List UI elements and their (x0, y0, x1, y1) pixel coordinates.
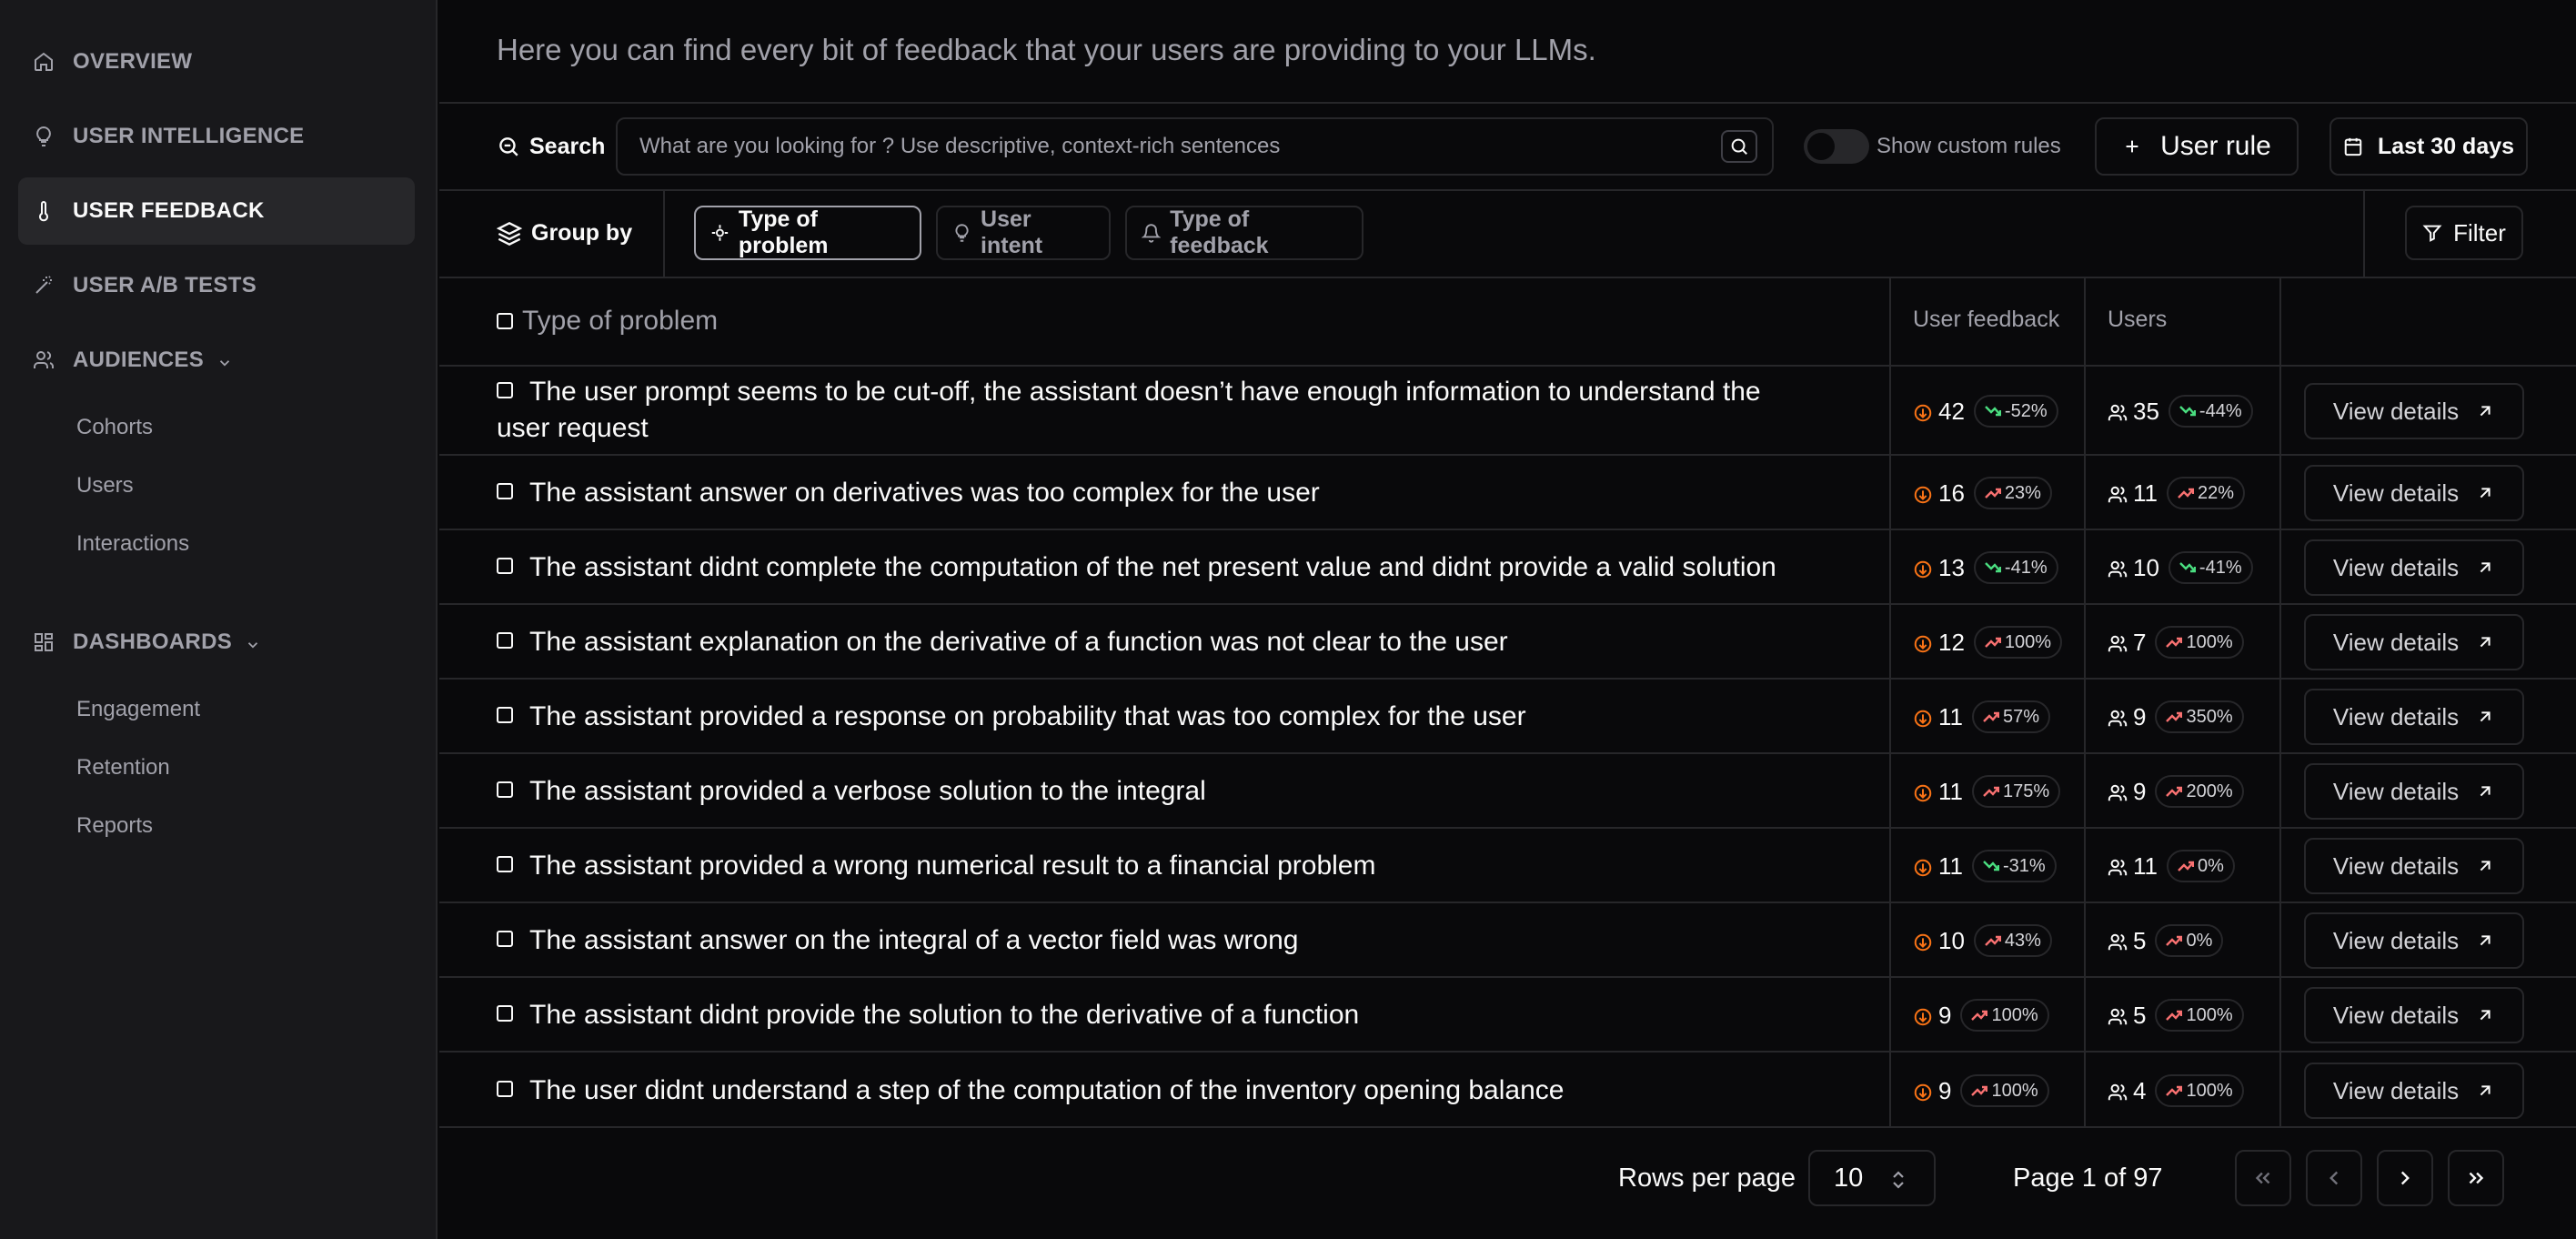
users-value: 35 (2133, 397, 2159, 425)
sidebar-item-user-intelligence[interactable] (18, 103, 415, 170)
chevron-down-icon (245, 634, 261, 650)
trending-up-icon (1985, 934, 2001, 947)
chevron-left-icon (2322, 1166, 2346, 1190)
view-details-button[interactable]: View details (2304, 912, 2524, 969)
users-count (2108, 700, 2244, 733)
problem-title (497, 549, 1806, 586)
feedback-value: 11 (1938, 777, 1963, 805)
search-zoom-icon (497, 135, 520, 158)
sidebar-item-overview[interactable] (18, 28, 415, 96)
users-trend-badge: 200% (2155, 775, 2243, 808)
feedback-value: 10 (1938, 926, 1965, 954)
sidebar-item-user-ab-tests[interactable] (18, 252, 415, 319)
feedback-value: 42 (1938, 397, 1965, 425)
arrow-down-circle-icon (1913, 707, 1933, 727)
table-row[interactable] (439, 529, 2576, 603)
page-info: Page 1 of 97 (2013, 1163, 2163, 1193)
users-icon (2108, 707, 2128, 727)
sidebar-subitem-users[interactable]: Users (76, 473, 134, 498)
thermometer-icon (33, 200, 55, 222)
view-details-button[interactable]: View details (2304, 614, 2524, 670)
problem-title (497, 475, 1806, 511)
users-trend-badge: 0% (2155, 924, 2223, 957)
trending-down-icon (1985, 561, 2001, 574)
trending-up-icon (1985, 636, 2001, 649)
table-row[interactable] (439, 1051, 2576, 1127)
previous-page-button[interactable] (2306, 1150, 2362, 1206)
trending-up-icon (2178, 860, 2194, 872)
feedback-count (1913, 1074, 2049, 1107)
arrow-down-circle-icon (1913, 781, 1933, 801)
view-details-button[interactable]: View details (2304, 1063, 2524, 1119)
sidebar-subitem-reports[interactable]: Reports (76, 813, 154, 838)
arrow-up-right-icon (2475, 632, 2495, 652)
row-checkbox[interactable] (497, 558, 513, 574)
column-header-user-feedback[interactable]: User feedback (1913, 307, 2060, 332)
arrow-up-right-icon (2475, 401, 2495, 421)
select-all-checkbox[interactable] (497, 313, 513, 329)
trending-up-icon (2166, 1084, 2182, 1097)
chevrons-left-icon (2251, 1166, 2275, 1190)
users-icon (33, 349, 55, 371)
arrow-up-right-icon (2475, 1081, 2495, 1101)
calendar-icon (2343, 136, 2363, 156)
arrow-up-right-icon (2475, 856, 2495, 876)
chevrons-up-down-icon (1890, 1170, 1907, 1190)
chevrons-right-icon (2464, 1166, 2488, 1190)
column-header-type-of-problem[interactable]: Type of problem (497, 306, 718, 337)
search-icon (1729, 136, 1749, 156)
users-count (2108, 395, 2253, 428)
show-custom-rules-toggle[interactable] (1804, 129, 1869, 164)
feedback-count (1913, 395, 2058, 428)
arrow-up-right-icon (2475, 707, 2495, 727)
trending-up-icon (2166, 710, 2182, 723)
chevron-down-icon (216, 352, 233, 368)
feedback-value: 9 (1938, 1001, 1952, 1029)
users-trend-badge: 100% (2155, 999, 2243, 1032)
problem-title (497, 848, 1806, 884)
trending-down-icon (1983, 860, 1999, 872)
sidebar-subitem-retention[interactable]: Retention (76, 755, 170, 780)
users-count (2108, 477, 2245, 509)
row-checkbox[interactable] (497, 483, 513, 499)
sidebar-subitem-interactions[interactable]: Interactions (76, 531, 190, 556)
view-details-button[interactable]: View details (2304, 838, 2524, 894)
feedback-trend-badge: -52% (1974, 395, 2058, 428)
trending-down-icon (2179, 405, 2196, 418)
bell-icon (1142, 223, 1161, 243)
table-row[interactable] (439, 827, 2576, 902)
users-trend-badge: 100% (2155, 626, 2243, 659)
feedback-trend-badge: 100% (1960, 1074, 2048, 1107)
users-icon (2108, 632, 2128, 652)
arrow-down-circle-icon (1913, 1081, 1933, 1101)
page-intro: Here you can find every bit of feedback that your users are providing to your LLMs. (497, 33, 1596, 66)
feedback-count (1913, 626, 2062, 659)
row-checkbox[interactable] (497, 1005, 513, 1022)
arrow-down-circle-icon (1913, 558, 1933, 578)
users-icon (2108, 401, 2128, 421)
trending-up-icon (1983, 785, 1999, 798)
users-value: 10 (2133, 553, 2159, 581)
users-value: 5 (2133, 1001, 2147, 1029)
sidebar-item-dashboards[interactable] (18, 609, 415, 676)
table-row[interactable] (439, 603, 2576, 678)
row-checkbox[interactable] (497, 931, 513, 947)
feedback-trend-badge: -31% (1972, 850, 2057, 882)
users-icon (2108, 931, 2128, 951)
view-details-button[interactable]: View details (2304, 465, 2524, 521)
chevron-right-icon (2393, 1166, 2417, 1190)
layout-dashboard-icon (33, 631, 55, 653)
feedback-value: 11 (1938, 702, 1963, 730)
arrow-down-circle-icon (1913, 632, 1933, 652)
sidebar-item-user-feedback[interactable] (18, 177, 415, 245)
plus-icon (2122, 136, 2142, 156)
add-user-rule-button[interactable]: User rule (2095, 117, 2299, 176)
users-count (2108, 999, 2244, 1032)
users-trend-badge: -44% (2168, 395, 2253, 428)
feedback-value: 11 (1938, 851, 1963, 880)
lightbulb-icon (952, 223, 971, 243)
table-row[interactable] (439, 752, 2576, 827)
filter-icon (2422, 223, 2442, 243)
rows-per-page-label: Rows per page (1618, 1163, 1796, 1193)
divider (663, 191, 665, 277)
users-trend-badge: -41% (2168, 551, 2253, 584)
sidebar-item-label: DASHBOARDS (73, 630, 233, 654)
sidebar-item-label: USER INTELLIGENCE (73, 124, 305, 148)
divider (439, 277, 2576, 278)
users-trend-badge: 100% (2155, 1074, 2243, 1107)
problem-text: The assistant didnt provide the solution to the derivative of a function (529, 1000, 1360, 1030)
feedback-count (1913, 924, 2052, 957)
feedback-trend-badge: 57% (1972, 700, 2050, 733)
users-count (2108, 850, 2235, 882)
table-row[interactable] (439, 678, 2576, 752)
row-checkbox[interactable] (497, 856, 513, 872)
users-count (2108, 924, 2223, 957)
problem-text: The assistant provided a wrong numerical result to a financial problem (529, 851, 1376, 881)
trending-up-icon (2166, 1009, 2182, 1022)
feedback-count (1913, 477, 2052, 509)
lightbulb-icon (33, 126, 55, 147)
row-checkbox[interactable] (497, 781, 513, 798)
users-icon (2108, 856, 2128, 876)
trending-up-icon (2166, 785, 2182, 798)
trending-up-icon (1985, 487, 2001, 499)
divider (439, 102, 2576, 104)
table-row[interactable] (439, 902, 2576, 976)
arrow-up-right-icon (2475, 558, 2495, 578)
problem-title (497, 922, 1806, 959)
date-range-button[interactable]: Last 30 days (2329, 117, 2528, 176)
users-icon (2108, 483, 2128, 503)
problem-text: The assistant didnt complete the computation of the net present value and didnt provide a valid solution (529, 552, 1776, 582)
view-details-button[interactable]: View details (2304, 987, 2524, 1043)
search-button[interactable] (1721, 130, 1757, 163)
problem-text: The assistant answer on the integral of a vector field was wrong (529, 925, 1299, 955)
layers-icon (497, 221, 522, 247)
feedback-value: 9 (1938, 1076, 1952, 1104)
arrow-up-right-icon (2475, 1005, 2495, 1025)
feedback-trend-badge: -41% (1974, 551, 2058, 584)
arrow-down-circle-icon (1913, 931, 1933, 951)
crosshair-icon (710, 223, 730, 243)
problem-title (497, 374, 1806, 447)
view-details-button[interactable]: View details (2304, 539, 2524, 596)
users-value: 9 (2133, 702, 2147, 730)
table-row[interactable] (439, 976, 2576, 1051)
sidebar-item-label: USER FEEDBACK (73, 198, 265, 223)
sidebar-subitem-engagement[interactable]: Engagement (76, 697, 201, 721)
sidebar-subitem-cohorts[interactable]: Cohorts (76, 415, 154, 439)
feedback-trend-badge: 100% (1960, 999, 2048, 1032)
next-page-button[interactable] (2377, 1150, 2433, 1206)
view-details-button[interactable]: View details (2304, 689, 2524, 745)
arrow-up-right-icon (2475, 781, 2495, 801)
users-trend-badge: 350% (2155, 700, 2243, 733)
rows-per-page-select[interactable]: 10 (1808, 1150, 1936, 1206)
arrow-down-circle-icon (1913, 856, 1933, 876)
feedback-value: 16 (1938, 478, 1965, 507)
problem-title (497, 773, 1806, 810)
users-icon (2108, 1005, 2128, 1025)
search-input[interactable] (639, 134, 1695, 159)
feedback-value: 13 (1938, 553, 1965, 581)
trending-up-icon (1983, 710, 1999, 723)
row-checkbox[interactable] (497, 707, 513, 723)
column-header-users[interactable]: Users (2108, 307, 2168, 332)
view-details-button[interactable]: View details (2304, 763, 2524, 820)
group-type-of-problem[interactable]: Type of problem (694, 206, 921, 260)
group-user-intent[interactable]: User intent (936, 206, 1111, 260)
sidebar-item-audiences[interactable] (18, 327, 415, 394)
main-content (439, 0, 2576, 1239)
filter-button[interactable]: Filter (2405, 206, 2523, 260)
divider (2363, 191, 2365, 277)
users-count (2108, 1074, 2244, 1107)
problem-text: The assistant answer on derivatives was too complex for the user (529, 478, 1320, 508)
feedback-count (1913, 700, 2050, 733)
users-trend-badge: 22% (2167, 477, 2245, 509)
feedback-trend-badge: 100% (1974, 626, 2062, 659)
table-row[interactable] (439, 454, 2576, 529)
wand-icon (33, 275, 55, 297)
first-page-button[interactable] (2235, 1150, 2291, 1206)
problem-text: The assistant provided a response on probability that was too complex for the user (529, 701, 1526, 731)
table-row[interactable] (439, 365, 2576, 454)
arrow-down-circle-icon (1913, 483, 1933, 503)
trending-down-icon (1985, 405, 2001, 418)
sidebar (0, 0, 438, 1239)
group-by-label: Group by (497, 220, 632, 247)
users-value: 11 (2133, 851, 2158, 880)
trending-up-icon (2166, 934, 2182, 947)
sidebar-item-label: OVERVIEW (73, 49, 193, 74)
users-icon (2108, 781, 2128, 801)
problem-text: The user prompt seems to be cut-off, the assistant doesn’t have enough information to understand the user request (497, 377, 1761, 443)
users-value: 7 (2133, 628, 2147, 656)
arrow-down-circle-icon (1913, 1005, 1933, 1025)
trending-down-icon (2179, 561, 2196, 574)
feedback-count (1913, 850, 2057, 882)
trending-up-icon (1971, 1009, 1987, 1022)
sidebar-item-label: AUDIENCES (73, 348, 205, 372)
problem-text: The user didnt understand a step of the computation of the inventory opening balance (529, 1075, 1565, 1105)
problem-title (497, 1073, 1806, 1109)
toggle-knob (1807, 133, 1835, 160)
feedback-count (1913, 551, 2058, 584)
arrow-up-right-icon (2475, 931, 2495, 951)
divider (439, 189, 2576, 191)
search-field[interactable] (616, 117, 1774, 176)
feedback-count (1913, 999, 2049, 1032)
feedback-value: 12 (1938, 628, 1965, 656)
last-page-button[interactable] (2448, 1150, 2504, 1206)
row-checkbox[interactable] (497, 382, 513, 398)
sidebar-item-label: USER A/B TESTS (73, 273, 257, 297)
problem-title (497, 624, 1806, 660)
feedback-trend-badge: 23% (1974, 477, 2052, 509)
users-count (2108, 551, 2253, 584)
search-label: Search (497, 133, 605, 160)
users-icon (2108, 1081, 2128, 1101)
problem-text: The assistant provided a verbose solution to the integral (529, 776, 1206, 806)
users-count (2108, 775, 2244, 808)
feedback-trend-badge: 175% (1972, 775, 2060, 808)
users-value: 4 (2133, 1076, 2147, 1104)
trending-up-icon (2166, 636, 2182, 649)
feedback-count (1913, 775, 2060, 808)
problem-title (497, 699, 1806, 735)
show-custom-rules-label: Show custom rules (1877, 134, 2061, 158)
divider (439, 1126, 2576, 1128)
users-value: 11 (2133, 478, 2158, 507)
users-value: 5 (2133, 926, 2147, 954)
group-type-of-feedback[interactable]: Type of feedback (1125, 206, 1363, 260)
view-details-button[interactable]: View details (2304, 383, 2524, 439)
users-count (2108, 626, 2244, 659)
row-checkbox[interactable] (497, 632, 513, 649)
arrow-down-circle-icon (1913, 401, 1933, 421)
row-checkbox[interactable] (497, 1081, 513, 1097)
users-value: 9 (2133, 777, 2147, 805)
users-trend-badge: 0% (2167, 850, 2235, 882)
trending-up-icon (1971, 1084, 1987, 1097)
trending-up-icon (2178, 487, 2194, 499)
feedback-trend-badge: 43% (1974, 924, 2052, 957)
home-icon (33, 51, 55, 73)
arrow-up-right-icon (2475, 483, 2495, 503)
users-icon (2108, 558, 2128, 578)
problem-title (497, 997, 1806, 1033)
problem-text: The assistant explanation on the derivative of a function was not clear to the user (529, 627, 1508, 657)
